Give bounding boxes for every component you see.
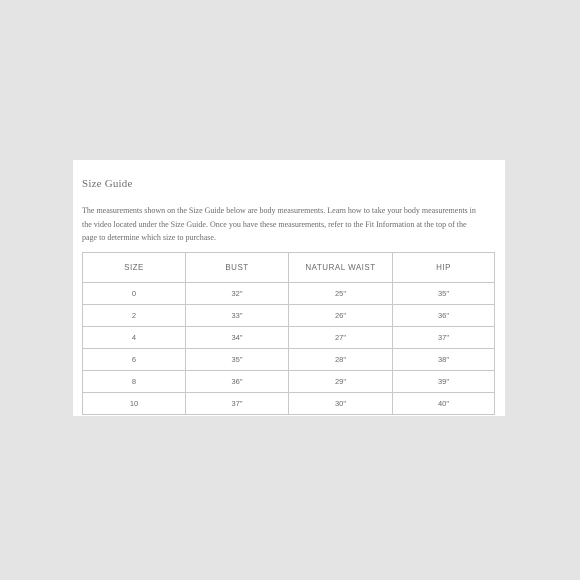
cell-size: 2: [83, 305, 186, 327]
cell-bust: 33": [186, 305, 289, 327]
cell-hip: 39": [393, 371, 495, 393]
table-row: [83, 349, 495, 371]
size-guide-title: Size Guide: [82, 178, 133, 190]
table-row: [83, 305, 495, 327]
table-row: [83, 327, 495, 349]
cell-natural-waist: 28": [289, 349, 393, 371]
cell-natural-waist: 27": [289, 327, 393, 349]
cell-bust: 32": [186, 283, 289, 305]
column-header-natural-waist: NATURAL WAIST: [289, 253, 393, 283]
size-guide-description: The measurements shown on the Size Guide below are body measurements. Learn how to take your body measurements in the video located under the Size Guide. Once you have these measurements, refer to the Fit Information at the top of the page to determine which size to purchase.: [82, 206, 476, 242]
cell-natural-waist: 30": [289, 393, 393, 415]
table-row: [83, 371, 495, 393]
size-guide-card: [73, 160, 505, 416]
table-row: [83, 283, 495, 305]
cell-size: 10: [83, 393, 186, 415]
cell-size: 0: [83, 283, 186, 305]
column-header-bust: BUST: [186, 253, 289, 283]
column-header-hip: HIP: [393, 253, 495, 283]
cell-size: 4: [83, 327, 186, 349]
cell-bust: 34": [186, 327, 289, 349]
cell-hip: 40": [393, 393, 495, 415]
cell-hip: 38": [393, 349, 495, 371]
cell-hip: 35": [393, 283, 495, 305]
cell-hip: 36": [393, 305, 495, 327]
cell-size: 6: [83, 349, 186, 371]
size-table: [82, 252, 495, 415]
table-header-row: [83, 253, 495, 283]
cell-natural-waist: 25": [289, 283, 393, 305]
cell-bust: 35": [186, 349, 289, 371]
cell-bust: 36": [186, 371, 289, 393]
column-header-size: SIZE: [83, 253, 186, 283]
cell-natural-waist: 26": [289, 305, 393, 327]
cell-natural-waist: 29": [289, 371, 393, 393]
cell-hip: 37": [393, 327, 495, 349]
table-row: [83, 393, 495, 415]
cell-bust: 37": [186, 393, 289, 415]
cell-size: 8: [83, 371, 186, 393]
